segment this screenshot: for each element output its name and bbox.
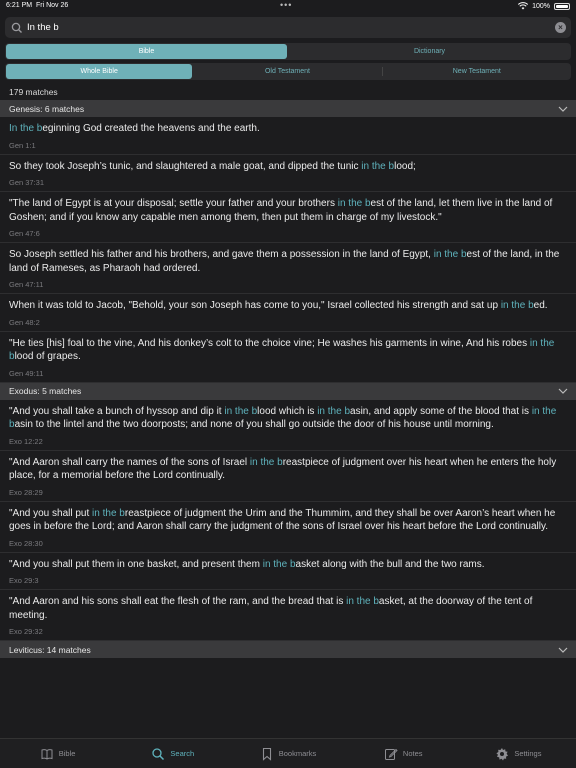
verse-text-segment: "And Aaron and his sons shall eat the flesh of the ram, and the bread that is bbox=[9, 596, 347, 607]
verse-text-segment: asket along with the bull and the two rams. bbox=[295, 558, 485, 570]
verse-text-segment: reastpiece of judgment over his heart when he enters the holy place, for a memorial before the Lord continually. bbox=[9, 456, 557, 481]
section-header[interactable] bbox=[0, 100, 576, 117]
tab-settings[interactable] bbox=[461, 739, 576, 768]
tab-bookmarks[interactable] bbox=[230, 739, 345, 768]
verse-text bbox=[9, 160, 567, 174]
match-highlight: in the b bbox=[346, 596, 379, 607]
section-header-label: Leviticus: 14 matches bbox=[9, 644, 91, 655]
verse-row[interactable] bbox=[0, 451, 576, 502]
verse-text-segment: eginning God created the heavens and the earth. bbox=[42, 123, 260, 134]
tab-new-testament[interactable]: New Testament bbox=[452, 68, 501, 75]
verse-text-segment: "The land of Egypt is at your disposal; settle your father and your brothers bbox=[9, 198, 338, 209]
verse-text-segment: "He ties [his] foal to the vine, And his donkey’s colt to the choice vine; He washes his garments in wine, And his robes bbox=[9, 337, 530, 349]
chevron-down-icon[interactable] bbox=[558, 105, 568, 113]
verse-row[interactable] bbox=[0, 502, 576, 553]
status-time: 6:21 PM Fri Nov 26 bbox=[6, 2, 69, 9]
wifi-icon bbox=[518, 2, 528, 10]
verse-reference: Exo 12:22 bbox=[9, 436, 43, 446]
verse-text-segment: So they took Joseph’s tunic, and slaughtered a male goat, and dipped the tunic bbox=[9, 160, 362, 172]
verse-reference: Gen 1:1 bbox=[9, 140, 36, 150]
verse-text-segment: asket, at the doorway of the tent of meeting. bbox=[9, 596, 533, 621]
verse-reference: Exo 29:3 bbox=[9, 576, 39, 585]
verse-text bbox=[9, 558, 567, 572]
scope-segmented-control bbox=[5, 43, 571, 60]
verse-row[interactable] bbox=[0, 294, 576, 332]
verse-text-segment: ed. bbox=[533, 300, 548, 311]
verse-text bbox=[9, 507, 567, 534]
tab-old-testament[interactable]: Old Testament bbox=[264, 68, 310, 75]
verse-text-segment: "And Aaron shall carry the names of the sons of Israel bbox=[9, 456, 250, 468]
verse-row[interactable] bbox=[0, 243, 576, 294]
verse-reference: Gen 47:11 bbox=[9, 280, 44, 289]
match-highlight: in the b bbox=[9, 405, 557, 430]
match-highlight: in the b bbox=[317, 405, 351, 417]
verse-reference: Gen 47:6 bbox=[9, 229, 40, 238]
tab-label: Bible bbox=[58, 749, 76, 758]
verse-row[interactable] bbox=[0, 553, 576, 591]
section-header[interactable] bbox=[0, 641, 576, 658]
verse-text-segment: "And you shall put bbox=[9, 507, 93, 519]
tab-label: Search bbox=[170, 749, 195, 758]
verse-text-segment: reastpiece of judgment the Urim and the Thummim, and they shall be over Aaron’s heart when he goes in before the Lord; and Aaron shall carry the judgment of the sons of Israel over his heart before the Lord continually. bbox=[9, 507, 556, 532]
verse-text bbox=[9, 337, 567, 364]
match-highlight: in the b bbox=[262, 558, 296, 570]
verse-text-segment: est of the land, in the land of Rameses, as Pharaoh had ordered. bbox=[9, 249, 560, 274]
note-icon bbox=[384, 747, 398, 761]
verse-row[interactable] bbox=[0, 117, 576, 155]
segment-divider bbox=[382, 67, 383, 76]
verse-reference: Gen 49:11 bbox=[9, 368, 44, 378]
verse-row[interactable] bbox=[0, 332, 576, 383]
tab-label: Bookmarks bbox=[278, 749, 317, 758]
verse-reference: Exo 28:30 bbox=[9, 538, 43, 548]
verse-text-segment: "And you shall put them in one basket, and present them bbox=[9, 558, 263, 570]
results-list[interactable] bbox=[0, 100, 576, 738]
verse-text-segment: When it was told to Jacob, "Behold, your son Joseph has come to you," Israel collected his strength and sat up bbox=[9, 300, 501, 311]
tab-bible[interactable]: Bible bbox=[6, 44, 287, 59]
search-input[interactable] bbox=[27, 22, 555, 33]
match-highlight: in the b bbox=[500, 300, 534, 311]
verse-text bbox=[9, 299, 567, 313]
match-highlight: in the b bbox=[433, 249, 467, 260]
verse-text bbox=[9, 595, 567, 622]
verse-reference: Exo 29:32 bbox=[9, 627, 43, 636]
verse-row[interactable] bbox=[0, 400, 576, 451]
status-indicators bbox=[518, 2, 570, 10]
verse-text bbox=[9, 197, 567, 224]
clear-search-icon[interactable]: × bbox=[555, 22, 566, 33]
match-highlight: in the b bbox=[9, 337, 555, 362]
multitask-dots-icon[interactable]: ••• bbox=[280, 0, 293, 10]
tab-dictionary[interactable]: Dictionary bbox=[413, 48, 446, 55]
bookmark-icon bbox=[260, 747, 274, 761]
total-matches: 179 matches bbox=[9, 87, 58, 97]
section-header-label: Genesis: 6 matches bbox=[9, 103, 85, 114]
verse-text bbox=[9, 405, 567, 432]
match-highlight: in the b bbox=[249, 456, 283, 468]
book-icon bbox=[40, 747, 54, 761]
search-bar[interactable] bbox=[5, 17, 571, 38]
search-icon bbox=[151, 747, 165, 761]
match-highlight: in the b bbox=[361, 160, 395, 172]
verse-reference: Gen 37:31 bbox=[9, 178, 45, 187]
verse-reference: Exo 28:29 bbox=[9, 487, 43, 497]
verse-text-segment: asin, and apply some of the blood that is bbox=[350, 405, 532, 417]
verse-text bbox=[9, 248, 567, 275]
tab-label: Notes bbox=[402, 749, 423, 758]
section-header-label: Exodus: 5 matches bbox=[9, 386, 82, 396]
verse-row[interactable] bbox=[0, 590, 576, 641]
verse-reference: Gen 48:2 bbox=[9, 317, 40, 327]
chevron-down-icon[interactable] bbox=[558, 646, 568, 654]
gear-icon bbox=[495, 747, 509, 761]
verse-row[interactable] bbox=[0, 155, 576, 193]
search-icon bbox=[9, 20, 25, 36]
battery-percent: 100% bbox=[532, 2, 550, 10]
verse-text bbox=[9, 122, 567, 136]
verse-text-segment: So Joseph settled his father and his brothers, and gave them a possession in the land of Egypt, bbox=[9, 249, 434, 260]
tab-bar bbox=[0, 738, 576, 768]
verse-row[interactable] bbox=[0, 192, 576, 243]
range-segmented-control bbox=[5, 63, 571, 80]
verse-text-segment: lood; bbox=[394, 160, 416, 172]
section-header[interactable] bbox=[0, 383, 576, 400]
verse-text-segment: asin to the lintel and the two doorposts; and none of you shall go outside the door of his house until morning. bbox=[14, 419, 494, 430]
tab-label: Settings bbox=[514, 749, 542, 758]
battery-icon bbox=[554, 3, 570, 10]
tab-whole-bible[interactable]: Whole Bible bbox=[6, 64, 192, 79]
tab-bible[interactable] bbox=[0, 739, 115, 768]
verse-text-segment: "And you shall take a bunch of hyssop and dip it bbox=[9, 405, 225, 417]
status-bar bbox=[0, 0, 576, 12]
tab-search[interactable] bbox=[115, 739, 230, 768]
match-highlight: in the b bbox=[92, 507, 125, 519]
verse-text-segment: lood which is bbox=[257, 405, 318, 417]
tab-notes[interactable] bbox=[346, 739, 461, 768]
verse-text-segment: est of the land, let them live in the land of Goshen; and if you know any capable men among them, then put them in charge of my livestock." bbox=[9, 198, 553, 223]
match-highlight: In the b bbox=[9, 123, 43, 134]
match-highlight: in the b bbox=[224, 405, 258, 417]
chevron-down-icon[interactable] bbox=[558, 387, 568, 395]
verse-text bbox=[9, 456, 567, 483]
verse-text-segment: lood of grapes. bbox=[14, 351, 81, 362]
match-highlight: in the b bbox=[337, 198, 371, 209]
